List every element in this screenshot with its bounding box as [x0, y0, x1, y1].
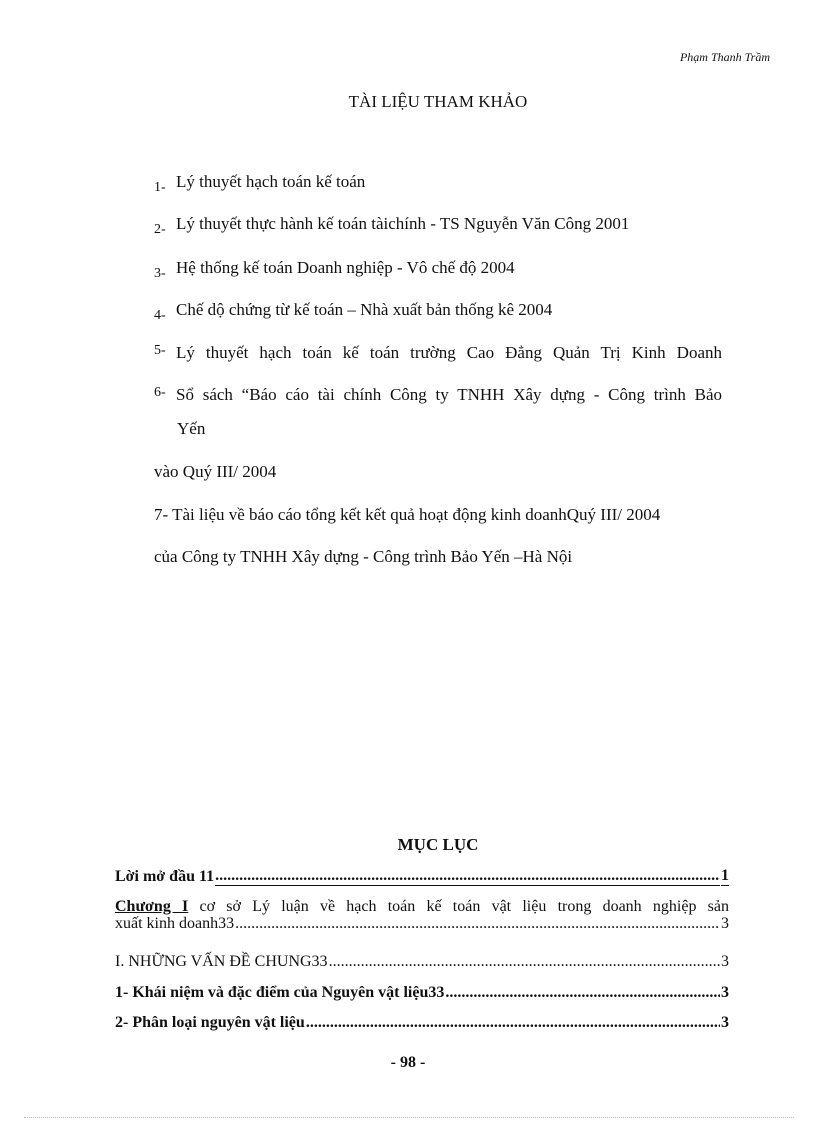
- toc-leader-dots: [445, 984, 720, 1002]
- reference-number: 2-: [154, 222, 166, 237]
- reference-continuation: Yến: [177, 419, 206, 438]
- reference-item: [154, 258, 515, 282]
- toc-entry-label: Lời mở đầu 11: [115, 868, 215, 885]
- reference-item: [154, 343, 722, 363]
- toc-entry-page: 3: [721, 1014, 729, 1031]
- toc-entry-page: 3: [721, 915, 729, 932]
- toc-entry[interactable]: [115, 984, 729, 1002]
- reference-text: Lý thuyết hạch toán kế toán: [176, 172, 366, 191]
- reference-number: 1-: [154, 180, 166, 195]
- toc-chapter-label: Chương I: [115, 898, 189, 915]
- toc-title: MỤC LỤC: [397, 835, 479, 854]
- reference-number: 3-: [154, 266, 166, 281]
- reference-text: Hệ thống kế toán Doanh nghiệp - Vô chế độ 2004: [176, 258, 515, 277]
- toc-chapter-line: [115, 898, 729, 916]
- reference-period-line: vào Quý III/ 2004: [154, 462, 277, 481]
- toc-entry-label-cont: xuất kinh doanh33: [115, 915, 235, 932]
- toc-entry-label: cơ sở Lý luận về hạch toán kế toán vật liệu trong doanh nghiệp sản: [188, 898, 729, 915]
- toc-leader-dots: [235, 915, 720, 933]
- toc-entry-label: I. NHỮNG VẤN ĐỀ CHUNG33: [115, 953, 328, 970]
- toc-entry[interactable]: [115, 898, 729, 933]
- reference-number: 5-: [154, 343, 166, 358]
- toc-leader-dots: [329, 953, 720, 971]
- toc-entry-label: 1- Khái niệm và đặc điểm của Nguyên vật liệu33: [115, 984, 445, 1001]
- reference-item: [154, 385, 722, 405]
- toc-entry[interactable]: [115, 953, 729, 971]
- reference-number: 4-: [154, 308, 166, 323]
- toc-entry-label: 2- Phân loại nguyên vật liệu: [115, 1014, 305, 1031]
- toc-leader-dots: [306, 1014, 720, 1032]
- reference-item-7: 7- Tài liệu về báo cáo tổng kết kết quả hoạt động kinh doanhQuý III/ 2004: [154, 505, 661, 524]
- reference-number: 6-: [154, 385, 166, 400]
- page-bottom-divider: [24, 1117, 794, 1118]
- page-number: - 98 -: [390, 1054, 426, 1071]
- reference-text: Sổ sách “Báo cáo tài chính Công ty TNHH Xây dựng - Công trình Bảo: [176, 385, 722, 404]
- toc-chapter-continuation: [115, 915, 729, 933]
- reference-item: [154, 214, 629, 238]
- toc-entry-page: 3: [721, 984, 729, 1001]
- reference-text: Lý thuyết thực hành kế toán tàichính - TS Nguyễn Văn Công 2001: [176, 214, 630, 233]
- reference-item: [154, 172, 365, 196]
- toc-entry-page: 3: [721, 953, 729, 970]
- toc-entry[interactable]: [115, 1014, 729, 1032]
- author-name: Phạm Thanh Trầm: [679, 50, 770, 64]
- toc-leader-dots: [215, 867, 720, 886]
- references-title: TÀI LIỆU THAM KHẢO: [348, 92, 528, 111]
- reference-item: [154, 300, 552, 324]
- toc-entry[interactable]: [115, 866, 729, 886]
- reference-item-7-continuation: của Công ty TNHH Xây dựng - Công trình Bảo Yến –Hà Nội: [154, 547, 573, 566]
- toc-entry-page: 1: [721, 867, 729, 884]
- reference-text: Chế dộ chứng từ kế toán – Nhà xuất bản thống kê 2004: [176, 300, 553, 319]
- reference-text: Lý thuyết hạch toán kế toán trường Cao Đẳng Quản Trị Kinh Doanh: [176, 343, 722, 362]
